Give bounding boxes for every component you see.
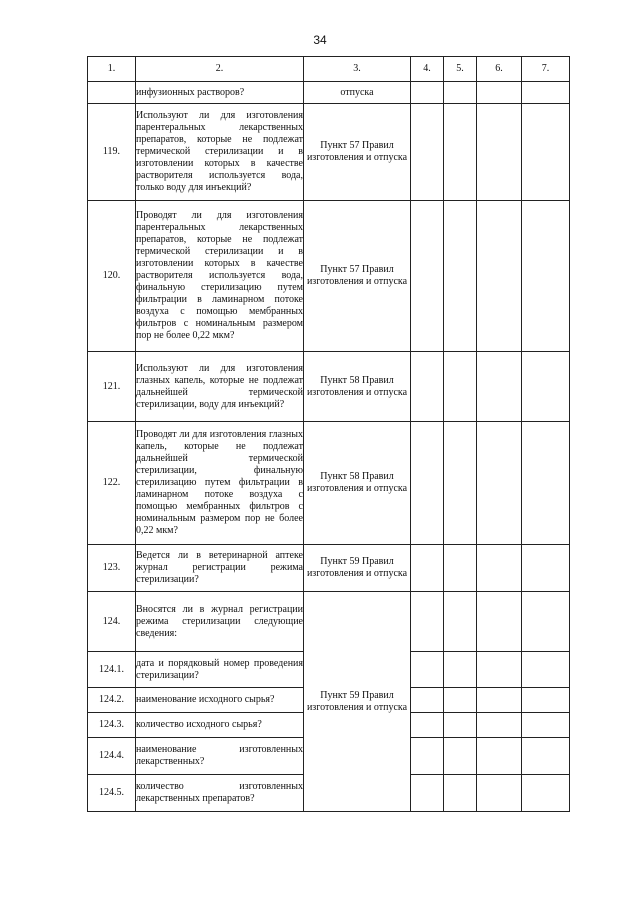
answer-cell-4[interactable] [411, 775, 444, 812]
question-text: инфузионных растворов? [136, 82, 304, 104]
answer-cell-5[interactable] [444, 352, 477, 422]
question-text: Используют ли для изготовления парентеральных лекарственных препаратов, которые не подлежат термической стерилизации и в изготовлении которых в качестве растворителя используется вода, только воду для инъекций? [136, 104, 304, 201]
answer-cell-5[interactable] [444, 422, 477, 545]
answer-cell-4[interactable] [411, 422, 444, 545]
answer-cell-6[interactable] [477, 82, 522, 104]
answer-cell-7[interactable] [522, 352, 570, 422]
answer-cell-7[interactable] [522, 652, 570, 688]
reference-text: Пункт 57 Правил изготовления и отпуска [304, 201, 411, 352]
answer-cell-4[interactable] [411, 688, 444, 713]
answer-cell-6[interactable] [477, 652, 522, 688]
answer-cell-7[interactable] [522, 104, 570, 201]
answer-cell-7[interactable] [522, 422, 570, 545]
row-number: 124. [88, 592, 136, 652]
row-number: 124.5. [88, 775, 136, 812]
header-col-5: 5. [444, 57, 477, 82]
answer-cell-5[interactable] [444, 738, 477, 775]
question-text: дата и порядковый номер проведения стерилизации? [136, 652, 304, 688]
answer-cell-7[interactable] [522, 545, 570, 592]
reference-text: Пункт 59 Правил изготовления и отпуска [304, 592, 411, 812]
page-number: 34 [313, 33, 327, 47]
answer-cell-5[interactable] [444, 82, 477, 104]
header-col-7: 7. [522, 57, 570, 82]
answer-cell-4[interactable] [411, 713, 444, 738]
row-number [88, 82, 136, 104]
answer-cell-6[interactable] [477, 545, 522, 592]
header-col-2: 2. [136, 57, 304, 82]
header-col-6: 6. [477, 57, 522, 82]
answer-cell-4[interactable] [411, 545, 444, 592]
answer-cell-4[interactable] [411, 738, 444, 775]
answer-cell-5[interactable] [444, 104, 477, 201]
answer-cell-6[interactable] [477, 104, 522, 201]
answer-cell-6[interactable] [477, 352, 522, 422]
answer-cell-6[interactable] [477, 201, 522, 352]
answer-cell-7[interactable] [522, 713, 570, 738]
header-col-4: 4. [411, 57, 444, 82]
header-col-1: 1. [88, 57, 136, 82]
table-row-121 [88, 352, 570, 422]
answer-cell-4[interactable] [411, 104, 444, 201]
reference-text: Пункт 58 Правил изготовления и отпуска [304, 352, 411, 422]
question-text: Вносятся ли в журнал регистрации режима стерилизации следующие сведения: [136, 592, 304, 652]
table-row-continuation [88, 82, 570, 104]
table-row-123 [88, 545, 570, 592]
row-number: 120. [88, 201, 136, 352]
table-row-120 [88, 201, 570, 352]
answer-cell-4[interactable] [411, 82, 444, 104]
answer-cell-4[interactable] [411, 352, 444, 422]
row-number: 122. [88, 422, 136, 545]
answer-cell-7[interactable] [522, 688, 570, 713]
row-number: 124.3. [88, 713, 136, 738]
question-text: Используют ли для изготовления глазных капель, которые не подлежат дальнейшей термической стерилизации, воду для инъекций? [136, 352, 304, 422]
header-col-3: 3. [304, 57, 411, 82]
row-number: 123. [88, 545, 136, 592]
answer-cell-4[interactable] [411, 592, 444, 652]
question-text: количество изготовленных лекарственных препаратов? [136, 775, 304, 812]
table-row-119 [88, 104, 570, 201]
answer-cell-4[interactable] [411, 201, 444, 352]
answer-cell-6[interactable] [477, 738, 522, 775]
row-number: 121. [88, 352, 136, 422]
table-row-124 [88, 592, 570, 652]
reference-text: Пункт 59 Правил изготовления и отпуска [304, 545, 411, 592]
answer-cell-6[interactable] [477, 775, 522, 812]
table-row-122 [88, 422, 570, 545]
answer-cell-5[interactable] [444, 592, 477, 652]
row-number: 124.4. [88, 738, 136, 775]
question-text: наименование исходного сырья? [136, 688, 304, 713]
reference-text: Пункт 57 Правил изготовления и отпуска [304, 104, 411, 201]
answer-cell-6[interactable] [477, 592, 522, 652]
answer-cell-5[interactable] [444, 545, 477, 592]
header-row [88, 57, 570, 82]
answer-cell-7[interactable] [522, 775, 570, 812]
answer-cell-5[interactable] [444, 201, 477, 352]
reference-text: отпуска [304, 82, 411, 104]
question-text: Ведется ли в ветеринарной аптеке журнал регистрации режима стерилизации? [136, 545, 304, 592]
answer-cell-6[interactable] [477, 422, 522, 545]
answer-cell-5[interactable] [444, 713, 477, 738]
question-text: Проводят ли для изготовления парентеральных лекарственных препаратов, которые не подлежат термической стерилизации и в изготовлении которых в качестве растворителя используется вода, финальную стерилизацию путем фильтрации в ламинарном потоке воздуха с помощью мембранных фильтров с номинальным размером пор не более 0,22 мкм? [136, 201, 304, 352]
answer-cell-5[interactable] [444, 652, 477, 688]
answer-cell-7[interactable] [522, 592, 570, 652]
answer-cell-7[interactable] [522, 738, 570, 775]
answer-cell-5[interactable] [444, 775, 477, 812]
reference-text: Пункт 58 Правил изготовления и отпуска [304, 422, 411, 545]
checklist-table [87, 56, 570, 812]
row-number: 124.2. [88, 688, 136, 713]
answer-cell-4[interactable] [411, 652, 444, 688]
answer-cell-6[interactable] [477, 688, 522, 713]
answer-cell-7[interactable] [522, 201, 570, 352]
question-text: Проводят ли для изготовления глазных капель, которые не подлежат дальнейшей термической стерилизации, финальную стерилизацию путем фильтрации в ламинарном потоке воздуха с помощью мембранных фильтров с номинальным размером пор не более 0,22 мкм? [136, 422, 304, 545]
question-text: наименование изготовленных лекарственных? [136, 738, 304, 775]
row-number: 124.1. [88, 652, 136, 688]
answer-cell-7[interactable] [522, 82, 570, 104]
answer-cell-6[interactable] [477, 713, 522, 738]
row-number: 119. [88, 104, 136, 201]
answer-cell-5[interactable] [444, 688, 477, 713]
question-text: количество исходного сырья? [136, 713, 304, 738]
